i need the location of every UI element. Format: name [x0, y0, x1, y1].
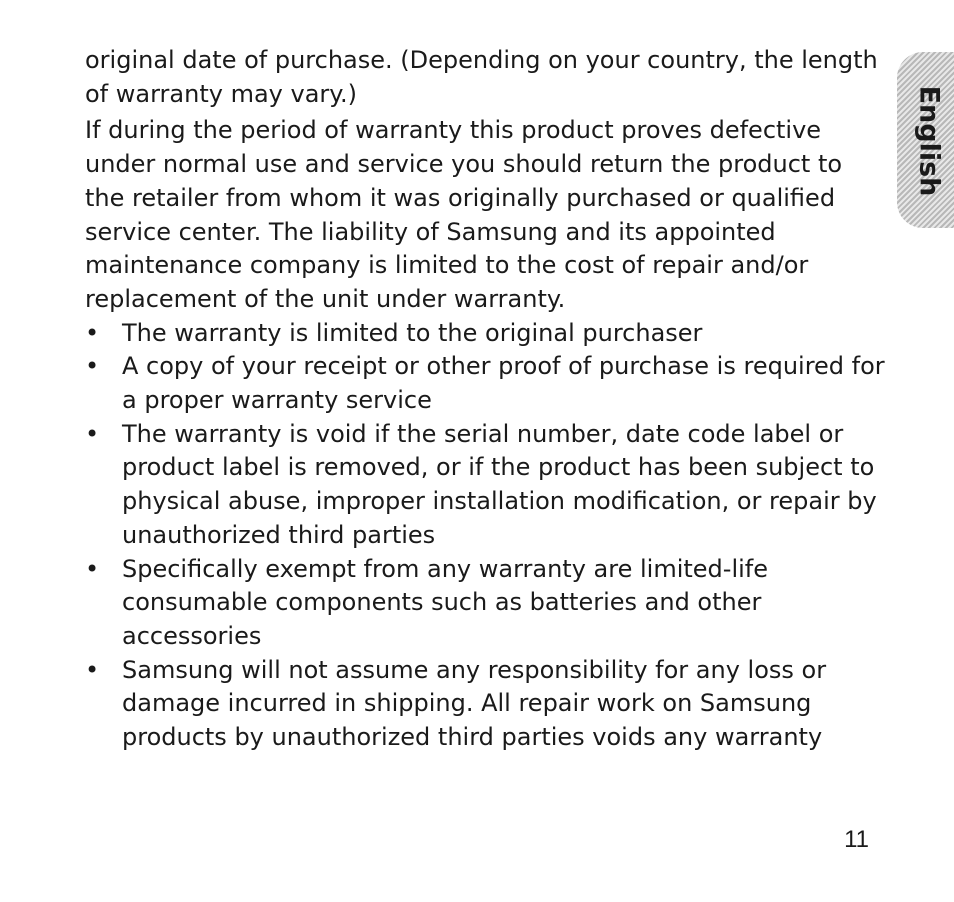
bullet-marker: •	[85, 352, 100, 381]
bullet-marker: •	[85, 419, 100, 448]
bullet-marker: •	[85, 554, 100, 583]
list-item-text: The warranty is void if the serial number, date code label or product label is removed, or if the product has been subject to physical abuse, improper installation modification, or repair by unauthorized third parties	[122, 419, 877, 549]
bullet-marker: •	[85, 318, 100, 347]
language-tab-label: English	[913, 85, 945, 197]
paragraph-warranty-liability: If during the period of warranty this product proves defective under normal use and service you should return the product to the retailer from whom it was originally purchased or qualified service center. The liability of Samsung and its appointed maintenance company is limited to the cost of repair and/or replacement of the unit under warranty.	[85, 116, 843, 313]
list-item	[85, 418, 885, 553]
document-body	[85, 44, 885, 755]
list-item-text: Samsung will not assume any responsibility for any loss or damage incurred in shipping. All repair work on Samsung products by unauthorized third parties voids any warranty	[122, 655, 827, 752]
paragraph-warranty-length: original date of purchase. (Depending on your country, the length of warranty may vary.)	[85, 46, 878, 108]
list-item	[85, 654, 885, 755]
warranty-conditions-list	[85, 317, 885, 755]
list-item	[85, 350, 885, 417]
list-item-text: A copy of your receipt or other proof of purchase is required for a proper warranty service	[122, 352, 885, 415]
page-number: 11	[844, 826, 869, 853]
list-item	[85, 317, 885, 351]
bullet-marker: •	[85, 655, 100, 684]
list-item	[85, 553, 885, 654]
list-item-text: The warranty is limited to the original purchaser	[122, 318, 703, 347]
list-item-text: Specifically exempt from any warranty are limited-life consumable components such as batteries and other accessories	[122, 554, 768, 650]
